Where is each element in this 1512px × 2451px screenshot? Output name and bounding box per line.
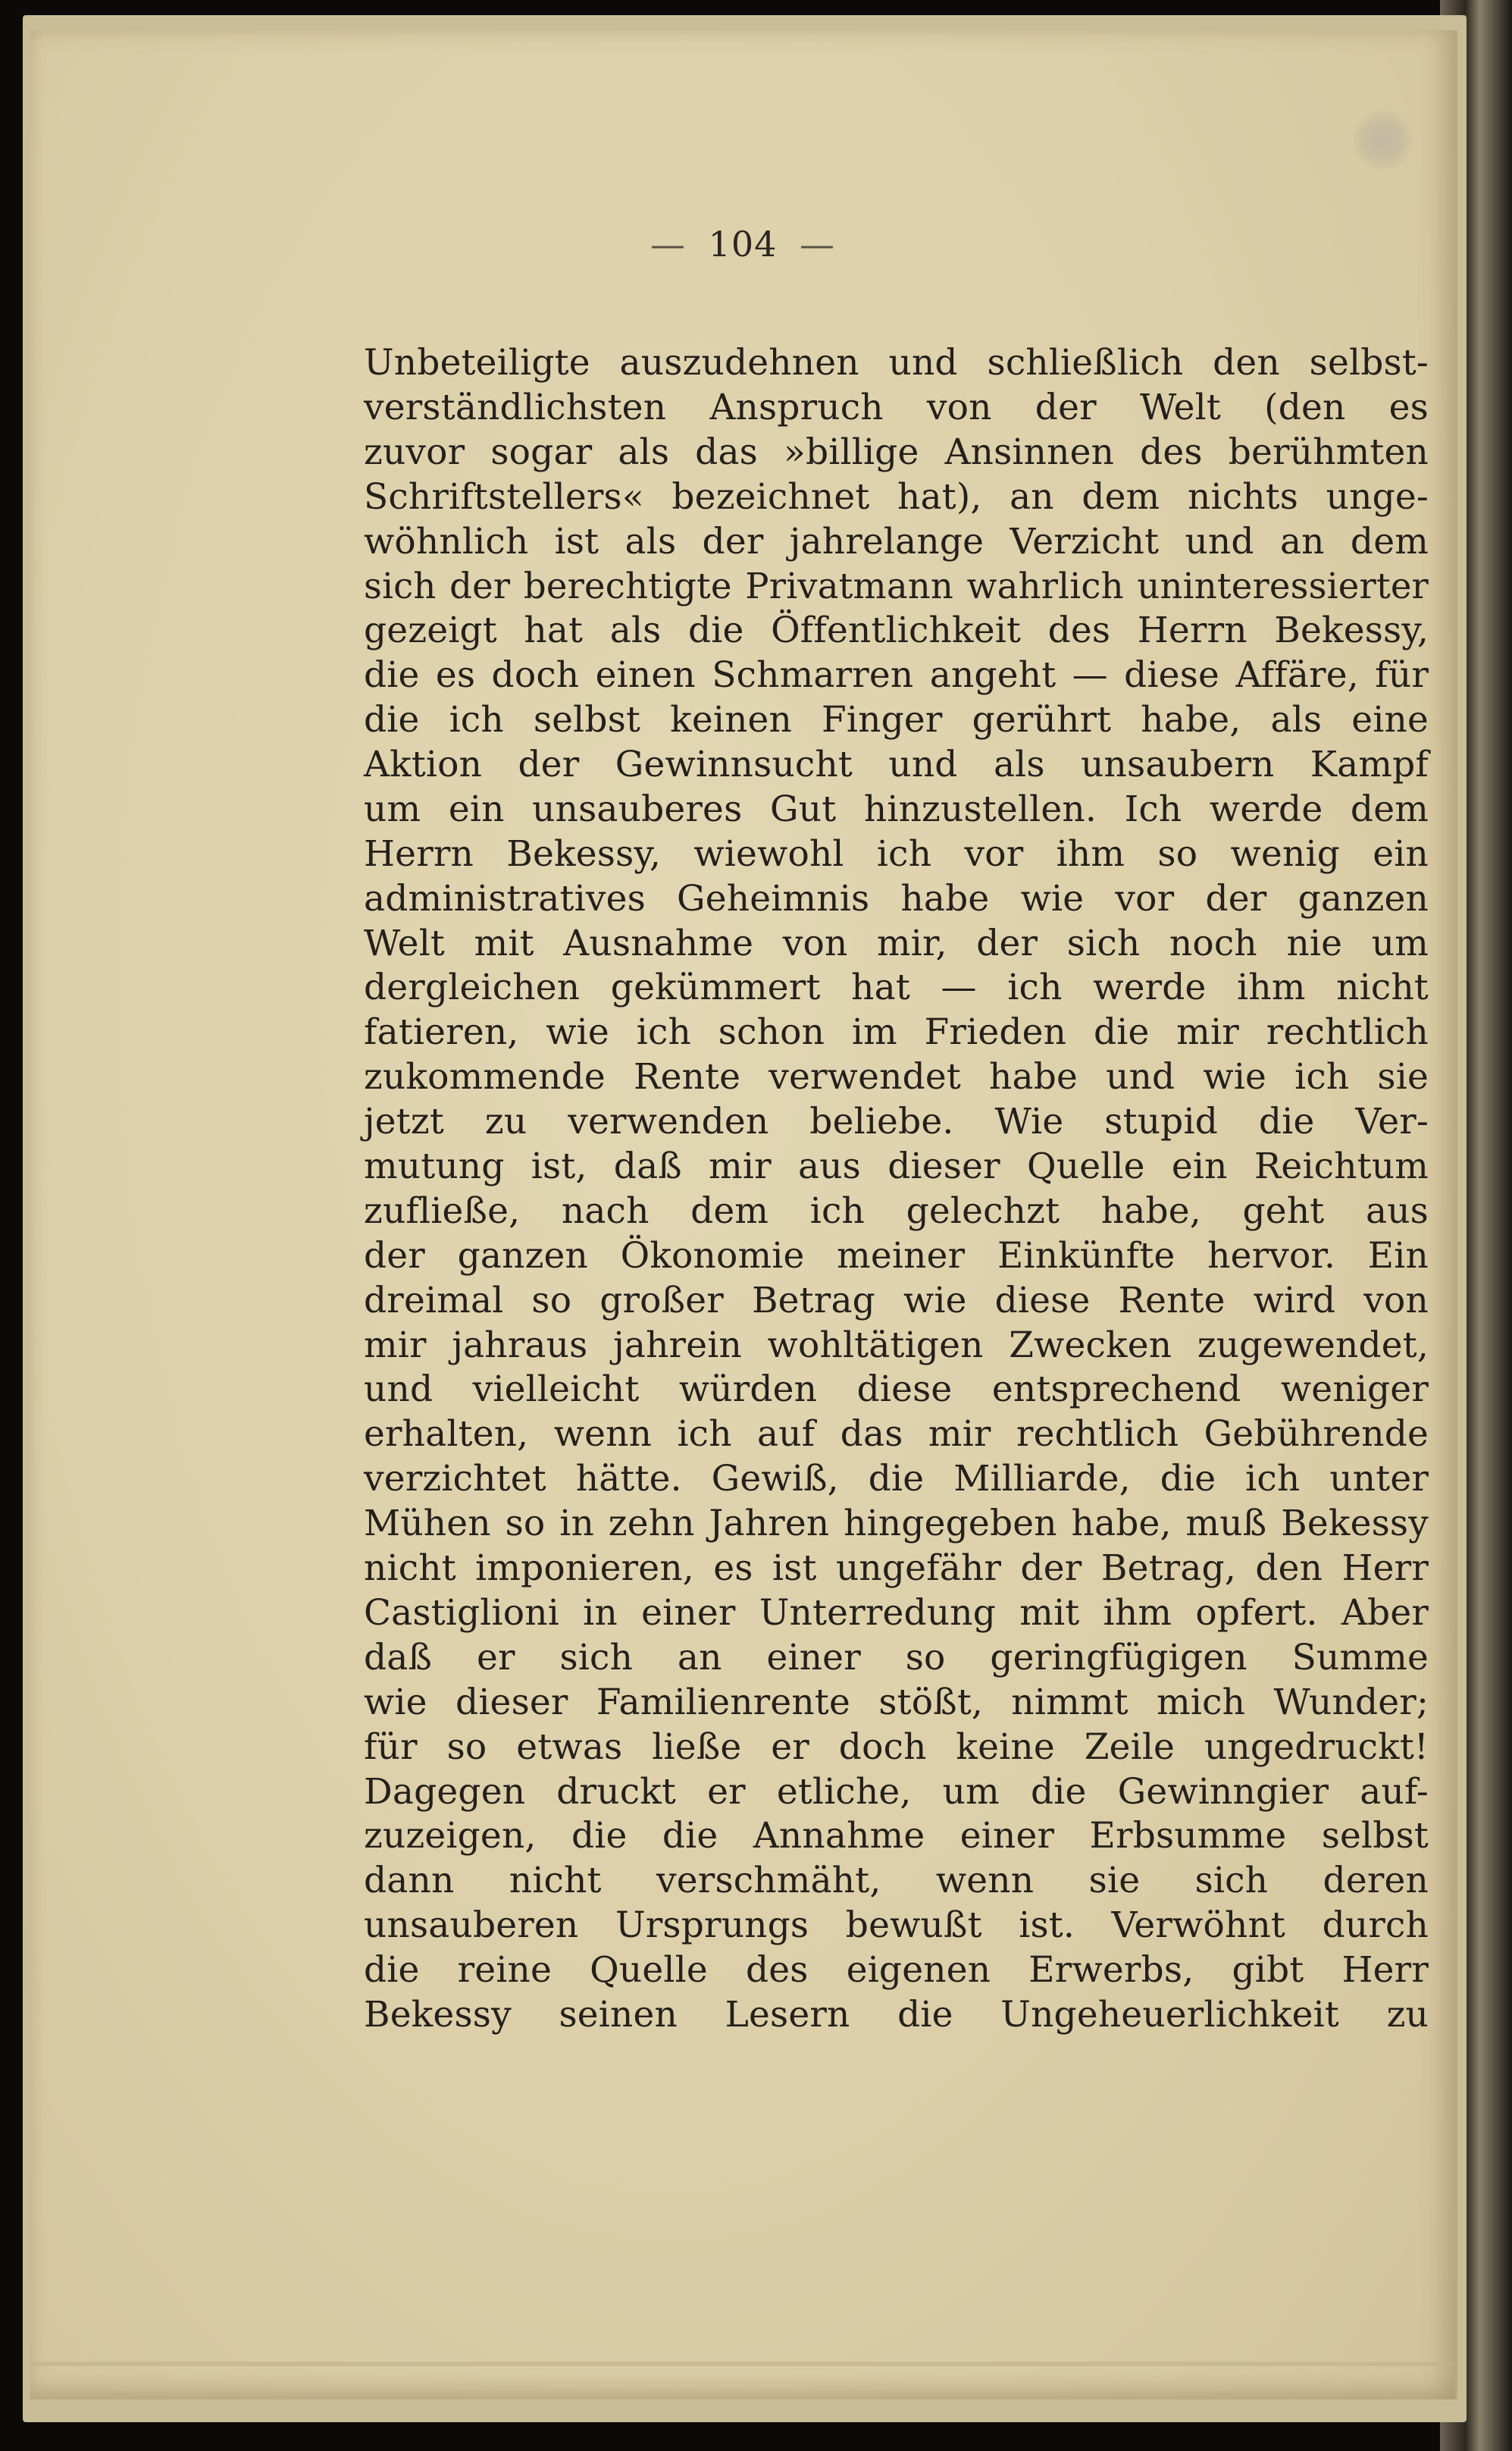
text-line: nicht imponieren, es ist ungefähr der Betrag, den Herr [364,1547,1429,1590]
page-number: 104 [708,224,778,265]
text-line: fatieren, wie ich schon im Frieden die mir rechtlich [364,1011,1429,1054]
text-line: Mühen so in zehn Jahren hingegeben habe, muß Bekessy [364,1503,1429,1545]
book-page [30,30,1457,2399]
text-line: dann nicht verschmäht, wenn sie sich deren [364,1860,1429,1902]
text-line: sich der berechtigte Privatmann wahrlich uninteressierter [364,566,1429,607]
text-line: um ein unsauberes Gut hinzustellen. Ich werde dem [364,788,1429,830]
text-line: Herrn Bekessy, wiewohl ich vor ihm so wenig ein [364,832,1429,875]
text-line: Dagegen druckt er etliche, um die Gewinngier auf- [364,1770,1429,1813]
header-dash-left: — [650,224,686,265]
text-line: gezeigt hat als die Öffentlichkeit des Herrn Bekessy, [364,610,1429,652]
text-line: wie dieser Familienrente stößt, nimmt mich Wunder; [364,1681,1429,1723]
text-line: erhalten, wenn ich auf das mir rechtlich Gebührende [364,1413,1429,1456]
text-line: Welt mit Ausnahme von mir, der sich noch nie um [364,922,1429,964]
page-header [30,224,1455,265]
text-line: Bekessy seinen Lesern die Ungeheuerlichkeit zu [364,1993,1429,2036]
text-line: dreimal so großer Betrag wie diese Rente wird von [364,1279,1429,1321]
text-line: der ganzen Ökonomie meiner Einkünfte hervor. Ein [364,1234,1429,1277]
text-line: die ich selbst keinen Finger gerührt habe, als eine [364,699,1429,741]
body-text [364,341,1429,2038]
text-line: unsauberen Ursprungs bewußt ist. Verwöhnt durch [364,1904,1429,1947]
text-line: wöhnlich ist als der jahrelange Verzicht und an dem [364,520,1429,563]
header-dash-right: — [800,224,836,265]
text-line: jetzt zu verwenden beliebe. Wie stupid die Ver- [364,1101,1429,1143]
text-line: und vielleicht würden diese entsprechend weniger [364,1368,1429,1411]
text-line: Schriftstellers« bezeichnet hat), an dem nichts unge- [364,475,1429,518]
text-line: verzichtet hätte. Gewiß, die Milliarde, die ich unter [364,1458,1429,1500]
text-line: Unbeteiligte auszudehnen und schließlich den selbst- [364,342,1429,384]
text-line: verständlichsten Anspruch von der Welt (den es [364,386,1429,428]
text-line: zufließe, nach dem ich gelechzt habe, geht aus [364,1189,1429,1232]
text-line: Castiglioni in einer Unterredung mit ihm opfert. Aber [364,1591,1429,1634]
text-line: mir jahraus jahrein wohltätigen Zwecken zugewendet, [364,1324,1429,1366]
text-line: die es doch einen Schmarren angeht — diese Affäre, für [364,654,1429,697]
text-line: zuvor sogar als das »billige Ansinnen des berühmten [364,431,1429,473]
text-line: dergleichen gekümmert hat — ich werde ihm nicht [364,967,1429,1009]
page-bottom-edge [30,2362,1455,2366]
paper-stain [1353,110,1413,171]
text-line: zukommende Rente verwendet habe und wie ich sie [364,1056,1429,1099]
text-line: daß er sich an einer so geringfügigen Summe [364,1636,1429,1678]
text-line: die reine Quelle des eigenen Erwerbs, gibt Herr [364,1949,1429,1992]
text-line: zuzeigen, die die Annahme einer Erbsumme selbst [364,1815,1429,1857]
text-line: administratives Geheimnis habe wie vor der ganzen [364,877,1429,920]
text-line: mutung ist, daß mir aus dieser Quelle ein Reichtum [364,1146,1429,1188]
text-line: für so etwas ließe er doch keine Zeile ungedruckt! [364,1725,1429,1768]
text-line: Aktion der Gewinnsucht und als unsaubern Kampf [364,744,1429,786]
